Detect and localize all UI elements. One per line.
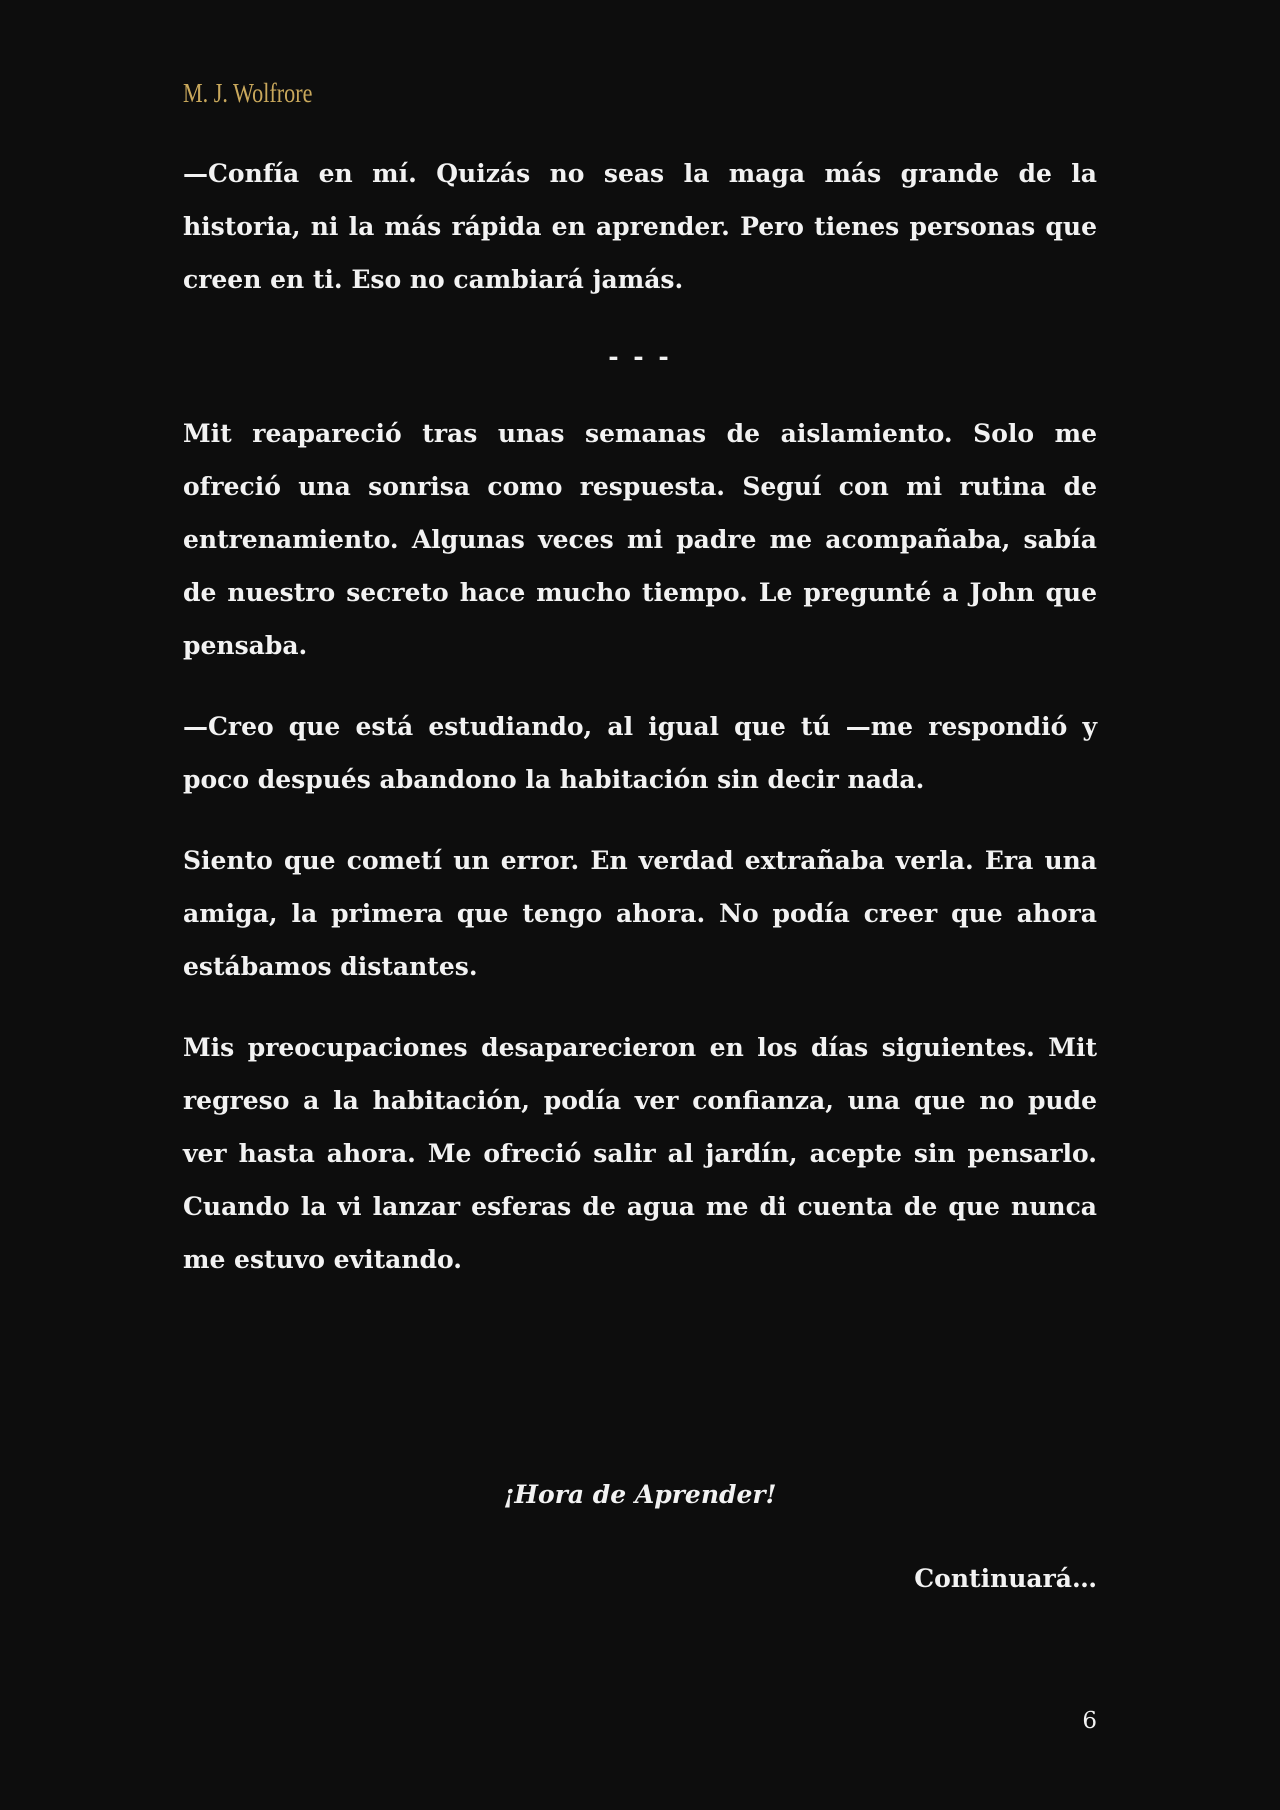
page-number: 6 <box>1082 1708 1097 1734</box>
section-title: ¡Hora de Aprender! <box>503 1480 777 1509</box>
scene-break: - - - <box>608 342 672 371</box>
paragraph: Siento que cometí un error. En verdad extrañaba verla. Era una amiga, la primera que tengo ahora. No podía creer que ahora estábamos distantes. <box>183 846 1097 981</box>
continued-label: Continuará… <box>914 1564 1097 1593</box>
chapter-text <box>183 147 1097 1286</box>
paragraph: —Creo que está estudiando, al igual que tú —me respondió y poco después abandono la habitación sin decir nada. <box>183 712 1097 794</box>
paragraph: —Confía en mí. Quizás no seas la maga más grande de la historia, ni la más rápida en aprender. Pero tienes personas que creen en ti. Eso no cambiará jamás. <box>183 159 1097 294</box>
paragraph: Mit reapareció tras unas semanas de aislamiento. Solo me ofreció una sonrisa como respuesta. Seguí con mi rutina de entrenamiento. Algunas veces mi padre me acompañaba, sabía de nuestro secreto hace mucho tiempo. Le pregunté a John que pensaba. <box>183 419 1097 660</box>
author-header: M. J. Wolfrore <box>183 78 313 108</box>
paragraph: Mis preocupaciones desaparecieron en los días siguientes. Mit regreso a la habitación, podía ver confianza, una que no pude ver hasta ahora. Me ofreció salir al jardín, acepte sin pensarlo. Cuando la vi lanzar esferas de agua me di cuenta de que nunca me estuvo evitando. <box>183 1033 1097 1274</box>
